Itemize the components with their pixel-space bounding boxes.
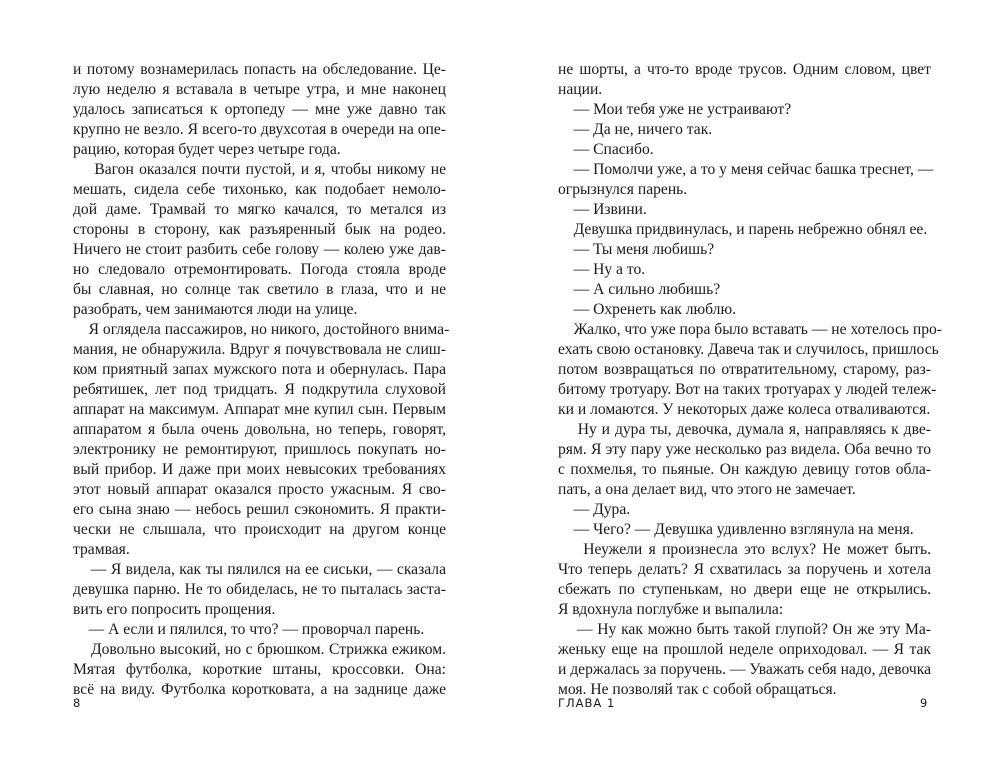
text-line: рям. Я эту пару уже несколько раз видела. Оба вечно то xyxy=(558,441,931,458)
running-head: ГЛАВА 1 xyxy=(558,696,616,710)
text-line: Мятая футболка, короткие штаны, кроссовки. Она: xyxy=(73,661,446,678)
text-line: Девушка придвинулась, и парень небрежно обнял ее. xyxy=(558,221,928,238)
text-line: — А если и пялился, то что? — проворчал парень. xyxy=(73,621,425,638)
text-line: Жалко, что уже пора было вставать — не хотелось про- xyxy=(558,321,943,338)
text-line: не шорты, а что-то вроде трусов. Одним словом, цвет xyxy=(558,61,931,78)
text-line: — Охренеть как люблю. xyxy=(558,301,736,318)
text-line: и потому вознамерилась попасть на обследование. Це- xyxy=(73,61,446,78)
text-line: — Я видела, как ты пялился на ее сиськи, — сказала xyxy=(73,561,446,578)
text-line: — Дура. xyxy=(558,501,631,518)
text-line: бы славная, но солнце так светило в глаза, что и не xyxy=(73,281,446,298)
text-line: нации. xyxy=(558,81,603,98)
text-line: моя. Не позволяй так с собой обращаться. xyxy=(558,681,837,698)
text-line: — Спасибо. xyxy=(558,141,654,158)
text-line: Вагон оказался почти пустой, и я, чтобы никому не xyxy=(73,161,446,178)
text-line: девушка парню. Не то обиделась, не то пыталась заста- xyxy=(73,581,446,598)
text-line: — Помолчи уже, а то у меня сейчас башка треснет, — xyxy=(558,161,934,178)
text-line: крупно не везло. Я всего-то двухсотая в очереди на опе- xyxy=(73,121,446,138)
text-line: потом возвращаться по отвратительному, старому, раз- xyxy=(558,361,931,378)
text-line: сбежать по ступенькам, но двери еще не открылись. xyxy=(558,581,931,598)
text-line: чески не слышала, что происходит на другом конце xyxy=(73,521,446,538)
text-line: Довольно высокий, но с брюшком. Стрижка ежиком. xyxy=(73,641,446,658)
text-line: вый прибор. И даже при моих невысоких требованиях xyxy=(73,461,446,478)
left-page-text xyxy=(73,60,450,700)
text-line: — Мои тебя уже не устраивают? xyxy=(558,101,792,118)
right-page xyxy=(500,0,1000,769)
text-line: — Чего? — Девушка удивленно взглянула на меня. xyxy=(558,521,914,538)
right-page-text xyxy=(558,60,943,700)
text-line: — Извини. xyxy=(558,201,647,218)
text-line: с похмелья, то пьяные. Он каждую девицу готов обла- xyxy=(558,461,931,478)
text-line: женьку еще на прошлой неделе оприходовал. — Я так xyxy=(558,641,931,658)
text-line: — А сильно любишь? xyxy=(558,281,721,298)
text-line: ехать свою остановку. Давеча так и случилось, пришлось xyxy=(558,341,939,358)
text-line: Ну и дура ты, девочка, думала я, направляясь к две- xyxy=(558,421,931,438)
text-line: трамвая. xyxy=(73,541,130,558)
text-line: битому тротуару. Вот на таких тротуарах у людей тележ- xyxy=(558,381,937,398)
text-line: лую неделю я вставала в четыре утра, и мне наконец xyxy=(73,81,446,98)
text-line: Я оглядела пассажиров, но никого, достойного внима- xyxy=(73,321,450,338)
right-page-number: 9 xyxy=(920,696,928,710)
text-line: удалось записаться к ортопеду — мне уже давно так xyxy=(73,101,446,118)
text-line: дой даме. Трамвай то мягко качался, то метался из xyxy=(73,201,446,218)
text-line: электронику не ремонтируют, пришлось покупать но- xyxy=(73,441,446,458)
text-line: аппаратом я была очень довольна, но теперь, говорят, xyxy=(73,421,446,438)
text-line: пать, а она делает вид, что этого не замечает. xyxy=(558,481,856,498)
text-line: разобрать, чем занимаются люди на улице. xyxy=(73,301,358,318)
text-line: Неужели я произнесла это вслух? Не может быть. xyxy=(558,541,931,558)
text-line: Ничего не стоит разбить себе голову — колею уже дав- xyxy=(73,241,446,258)
text-line: Я вдохнула поглубже и выпалила: xyxy=(558,601,784,618)
left-page-number: 8 xyxy=(73,696,81,710)
text-line: — Да не, ничего так. xyxy=(558,121,713,138)
text-line: рацию, которая будет через четыре года. xyxy=(73,141,341,158)
text-line: но следовало отремонтировать. Погода стояла вроде xyxy=(73,261,446,278)
text-line: ком приятный запах мужского пота и обернулась. Пара xyxy=(73,361,446,378)
text-line: — Ты меня любишь? xyxy=(558,241,715,258)
text-line: Что теперь делать? Я схватилась за поручень и хотела xyxy=(558,561,931,578)
text-line: аппарат на максимум. Аппарат мне купил сын. Первым xyxy=(73,401,446,418)
text-line: стороны в сторону, как разъяренный бык на родео. xyxy=(73,221,446,238)
text-line: — Ну как можно быть такой глупой? Он же эту Ма- xyxy=(558,621,931,638)
text-line: мешать, сидела себе тихонько, как подобает немоло- xyxy=(73,181,446,198)
text-line: мания, не обнаружила. Вдруг я почувствовала не слиш- xyxy=(73,341,446,358)
text-line: и держалась за поручень. — Уважать себя надо, девочка xyxy=(558,661,931,678)
text-line: его сына знаю — небось решил сэкономить. Я практи- xyxy=(73,501,446,518)
text-line: ки и ломаются. У некоторых даже колеса отваливаются. xyxy=(558,401,931,418)
text-line: вить его попросить прощения. xyxy=(73,601,276,618)
text-line: ребятишек, лет под тридцать. Я подкрутила слуховой xyxy=(73,381,446,398)
text-line: всё на виду. Футболка коротковата, а на заднице даже xyxy=(73,681,446,698)
text-line: огрызнулся парень. xyxy=(558,181,688,198)
text-line: — Ну а то. xyxy=(558,261,646,278)
text-line: этот новый аппарат оказался просто ужасным. Я сво- xyxy=(73,481,446,498)
